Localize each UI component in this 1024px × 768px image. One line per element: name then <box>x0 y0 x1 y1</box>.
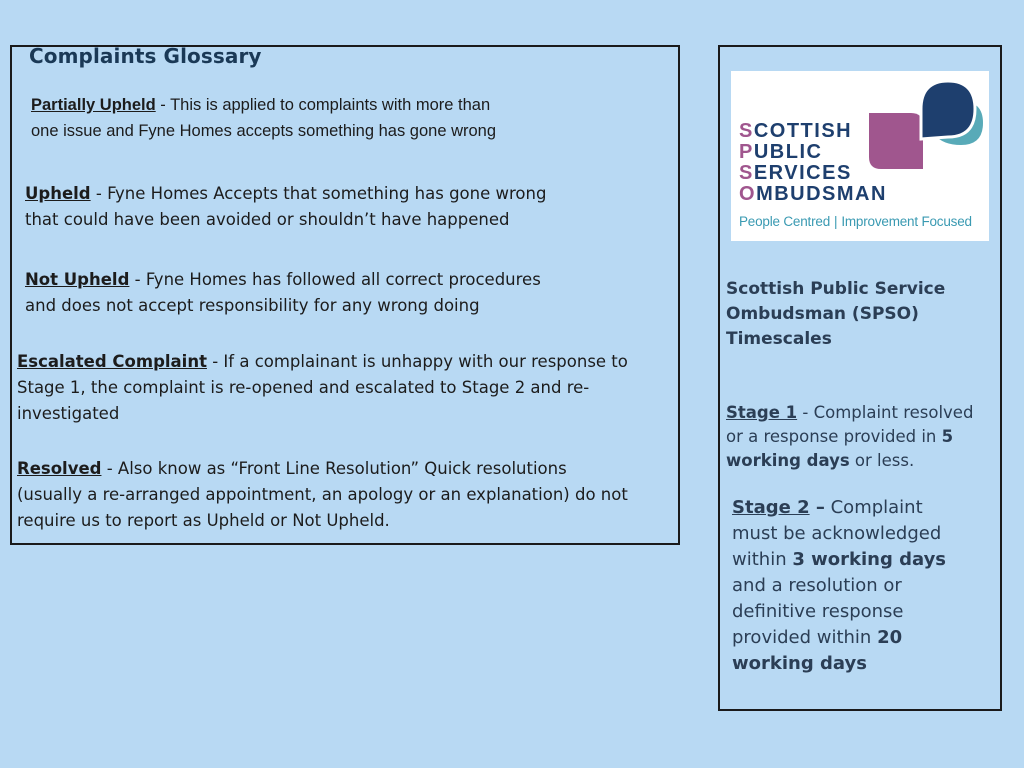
glossary-entry-partially-upheld <box>31 92 496 144</box>
stage1-label: Stage 1 <box>726 403 798 422</box>
spso-logo-wordmark: SCOTTISH PUBLIC SERVICES OMBUDSMAN <box>739 120 887 205</box>
glossary-entry-not-upheld <box>25 267 541 319</box>
definition-resolved-line2: (usually a re-arranged appointment, an apology or an explanation) do not <box>17 485 628 504</box>
definition-not-upheld-line1: - Fyne Homes has followed all correct procedures <box>129 270 541 289</box>
term-escalated-complaint: Escalated Complaint <box>17 352 207 371</box>
definition-upheld-line1: - Fyne Homes Accepts that something has gone wrong <box>90 184 547 203</box>
glossary-entry-escalated-complaint <box>17 349 628 427</box>
definition-escalated-line1: - If a complainant is unhappy with our response to <box>206 352 628 371</box>
glossary-entry-upheld <box>25 181 546 233</box>
stage2-description: Stage 2 – Complaint must be acknowledged within 3 working days and a resolution or definitive response provided within 20 working days <box>732 497 947 674</box>
term-not-upheld: Not Upheld <box>25 270 130 289</box>
glossary-entry-resolved <box>17 456 628 534</box>
definition-escalated-line2: Stage 1, the complaint is re-opened and escalated to Stage 2 and re- <box>17 378 590 397</box>
term-resolved: Resolved <box>17 459 102 478</box>
definition-partially-upheld-line1: - This is applied to complaints with more than <box>155 96 491 114</box>
definition-resolved-line3: require us to report as Upheld or Not Upheld. <box>17 511 390 530</box>
spso-logo-tagline: People Centred | Improvement Focused <box>739 214 972 229</box>
definition-resolved-line1: - Also know as “Front Line Resolution” Quick resolutions <box>101 459 567 478</box>
term-partially-upheld: Partially Upheld <box>31 96 156 114</box>
glossary-title: Complaints Glossary <box>29 44 262 68</box>
definition-upheld-line2: that could have been avoided or shouldn’t have happened <box>25 210 510 229</box>
definition-partially-upheld-line2: one issue and Fyne Homes accepts something has gone wrong <box>31 122 497 140</box>
definition-escalated-line3: investigated <box>17 404 120 423</box>
stage1-description: Stage 1 - Complaint resolved or a response provided in 5 working days or less. <box>726 403 974 470</box>
spso-logo <box>731 71 989 241</box>
term-upheld: Upheld <box>25 184 91 203</box>
stage2-label: Stage 2 <box>732 497 810 518</box>
spso-timescales-heading: Scottish Public Service Ombudsman (SPSO) Timescales <box>726 279 946 349</box>
definition-not-upheld-line2: and does not accept responsibility for any wrong doing <box>25 296 480 315</box>
